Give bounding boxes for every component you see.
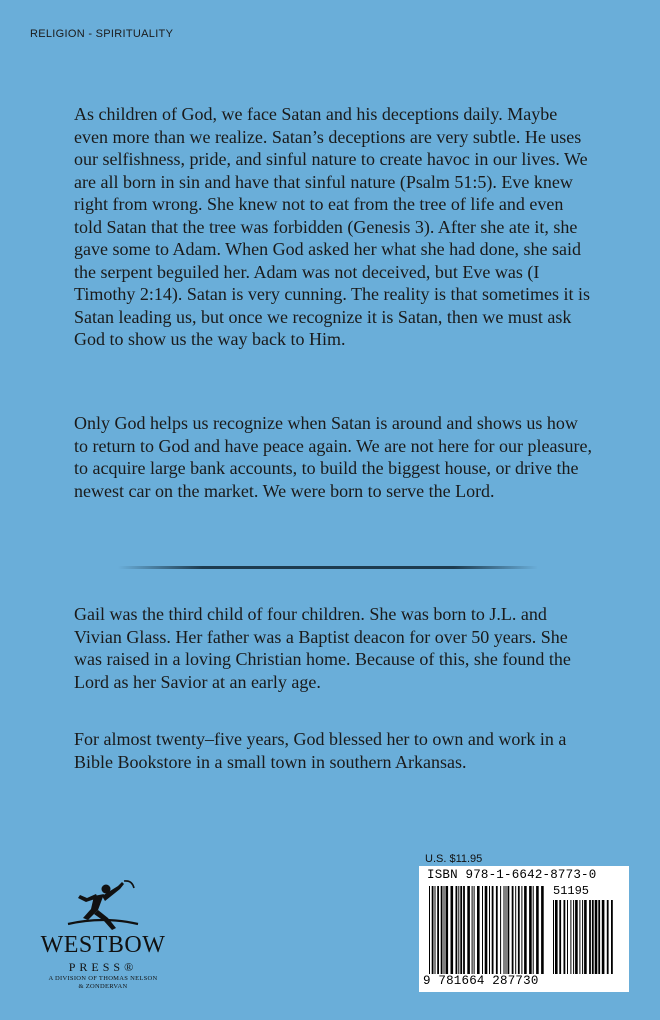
isbn-text: ISBN 978-1-6642-8773-0: [427, 868, 597, 882]
category-label: RELIGION - SPIRITUALITY: [30, 28, 174, 40]
barcode-bar: [496, 886, 498, 974]
barcode-bar: [500, 886, 501, 974]
barcode-bar: [477, 886, 480, 974]
ean-number: 9 781664 287730: [423, 974, 539, 988]
barcode-bar: [444, 886, 445, 974]
barcode-bar: [460, 886, 462, 974]
barcode-bar: [579, 900, 580, 974]
barcode-bar: [492, 886, 494, 974]
barcode-bar: [573, 900, 574, 974]
barcode: [419, 866, 629, 992]
barcode-bar: [474, 886, 475, 974]
barcode-bar: [485, 886, 488, 974]
barcode-bar: [589, 900, 591, 974]
barcode-bar: [555, 900, 558, 974]
barcode-bar: [602, 900, 605, 974]
barcode-bar: [463, 886, 465, 974]
barcode-bar: [536, 886, 539, 974]
barcode-bar: [489, 886, 490, 974]
barcode-bar: [559, 900, 561, 974]
publisher-division: [28, 975, 178, 991]
barcode-bar: [451, 886, 454, 974]
barcode-bar: [515, 886, 516, 974]
barcode-bar: [575, 900, 578, 974]
barcode-bar: [458, 886, 459, 974]
addon-code: 51195: [553, 884, 590, 898]
barcode-bar: [482, 886, 483, 974]
barcode-bar: [564, 900, 566, 974]
barcode-bar: [595, 900, 598, 974]
price-label: U.S. $11.95: [425, 853, 483, 865]
barcode-bar: [521, 886, 522, 974]
barcode-bar: [432, 886, 434, 974]
barcode-bar: [582, 900, 583, 974]
barcode-addon-bars: [553, 900, 615, 974]
section-divider: [118, 566, 538, 569]
barcode-bar: [567, 900, 568, 974]
author-bio-paragraph-1: Gail was the third child of four children. She was born to J.L. and Vivian Glass. Her father was a Baptist deacon for over 50 years. She was raised in a loving Christian home. Because of this, she found the Lord as her Savior at an early age.: [74, 604, 571, 692]
barcode-bar: [541, 886, 544, 974]
barcode-bar: [467, 886, 470, 974]
barcode-bar: [512, 886, 514, 974]
barcode-bar: [446, 886, 449, 974]
barcode-bar: [441, 886, 443, 974]
barcode-bar: [429, 886, 430, 974]
author-bio-paragraph-2: For almost twenty–five years, God blessed her to own and work in a Bible Bookstore in a small town in southern Arkansas.: [74, 729, 567, 772]
barcode-bar: [584, 900, 587, 974]
barcode-bar: [524, 886, 527, 974]
division-line-2: & ZONDERVAN: [78, 983, 128, 990]
runner-icon: [28, 880, 178, 932]
description-paragraph-1: As children of God, we face Satan and his deceptions daily. Maybe even more than we realize. Satan’s deceptions are very subtle. He uses our selfishness, pride, and sinful nature to create havoc in our lives. We are all born in sin and have that sinful nature (Psalm 51:5). Eve knew right from wrong. She knew not to eat from the tree of life and even told Satan that the tree was forbidden (Genesis 3). After she ate it, she gave some to Adam. When God asked her what she had done, she said the serpent beguiled her. Adam was not deceived, but Eve was (I Timothy 2:14). Satan is very cunning. The reality is that sometimes it is Satan leading us, but once we recognize it is Satan, then we must ask God to show us the way back to Him.: [74, 104, 590, 349]
barcode-bar: [598, 900, 600, 974]
description-paragraph-2: Only God helps us recognize when Satan is around and shows us how to return to God and have peace again. We are not here for our pleasure, to acquire large bank accounts, to build the biggest house, or drive the newest car on the market. We were born to serve the Lord.: [74, 413, 592, 501]
barcode-bar: [504, 886, 505, 974]
barcode-bar: [553, 900, 554, 974]
barcode-bar: [533, 886, 534, 974]
barcode-bar: [518, 886, 520, 974]
barcode-bar: [570, 900, 571, 974]
barcode-bar: [472, 886, 473, 974]
barcode-bars: [429, 886, 547, 974]
publisher-press: PRESS®: [68, 960, 138, 974]
barcode-bar: [607, 900, 609, 974]
barcode-bar: [437, 886, 439, 974]
barcode-bar: [508, 886, 510, 974]
publisher-name: WESTBOW: [40, 932, 166, 958]
barcode-bar: [529, 886, 532, 974]
barcode-bar: [435, 886, 436, 974]
barcode-bar: [592, 900, 594, 974]
barcode-bar: [456, 886, 458, 974]
barcode-bar: [506, 886, 507, 974]
barcode-bar: [611, 900, 613, 974]
publisher-logo: [28, 880, 178, 1010]
division-line-1: A DIVISION OF THOMAS NELSON: [48, 975, 158, 982]
